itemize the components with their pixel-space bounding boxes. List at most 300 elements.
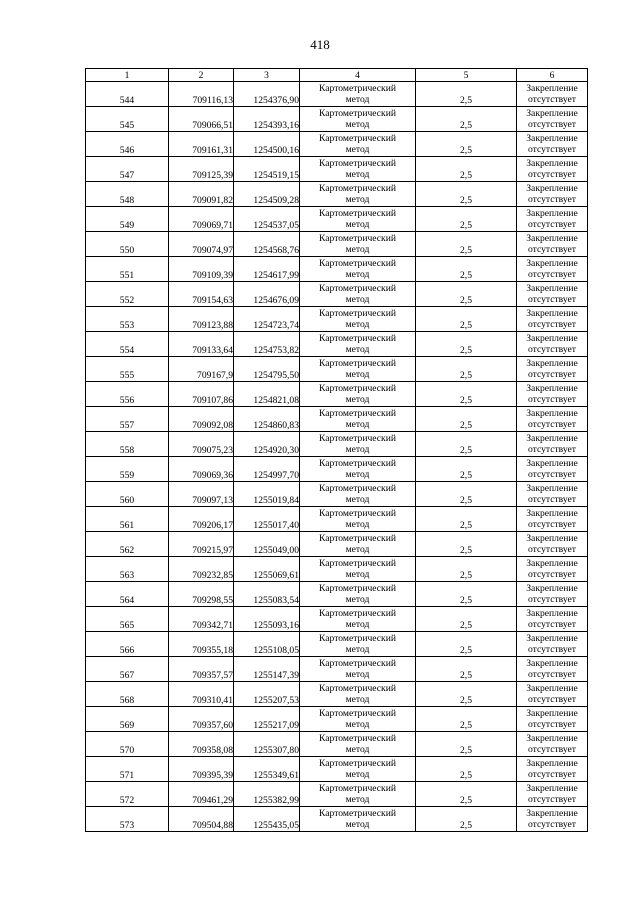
point-number: 548 [86,182,169,207]
method-text-line2: метод [345,194,370,205]
table-row [86,407,588,432]
x-coordinate: 709069,71 [169,207,234,232]
point-number: 564 [86,582,169,607]
method-text-line1: Картометрический [319,732,396,744]
fixation-text-line2: отсутствует [528,619,576,630]
fixation-cell [517,782,588,807]
point-number: 553 [86,307,169,332]
fixation-cell [517,482,588,507]
accuracy-value: 2,5 [416,582,517,607]
accuracy-value: 2,5 [416,607,517,632]
accuracy-value: 2,5 [416,282,517,307]
method-cell [300,607,416,632]
point-number: 557 [86,407,169,432]
fixation-text-line1: Закрепление [526,482,578,494]
fixation-text-line2: отсутствует [528,219,576,230]
fixation-text-line2: отсутствует [528,244,576,255]
accuracy-value: 2,5 [416,457,517,482]
y-coordinate: 1254676,09 [234,282,300,307]
method-text-line2: метод [345,719,370,730]
x-coordinate: 709161,31 [169,132,234,157]
x-coordinate: 709133,64 [169,332,234,357]
coordinates-table [85,68,588,832]
table-row [86,157,588,182]
method-text-line1: Картометрический [319,707,396,719]
fixation-cell [517,632,588,657]
method-cell [300,782,416,807]
accuracy-value: 2,5 [416,82,517,107]
fixation-text-line1: Закрепление [526,282,578,294]
fixation-text-line2: отсутствует [528,169,576,180]
method-text-line1: Картометрический [319,757,396,769]
accuracy-value: 2,5 [416,157,517,182]
point-number: 573 [86,807,169,832]
method-text-line2: метод [345,94,370,105]
accuracy-value: 2,5 [416,232,517,257]
y-coordinate: 1254753,82 [234,332,300,357]
fixation-text-line2: отсутствует [528,719,576,730]
table-row [86,532,588,557]
method-text-line2: метод [345,669,370,680]
accuracy-value: 2,5 [416,182,517,207]
fixation-text-line1: Закрепление [526,457,578,469]
point-number: 569 [86,707,169,732]
method-text-line1: Картометрический [319,457,396,469]
x-coordinate: 709092,08 [169,407,234,432]
point-number: 549 [86,207,169,232]
x-coordinate: 709091,82 [169,182,234,207]
method-text-line1: Картометрический [319,157,396,169]
fixation-cell [517,507,588,532]
method-text-line1: Картометрический [319,332,396,344]
x-coordinate: 709298,55 [169,582,234,607]
fixation-text-line1: Закрепление [526,607,578,619]
method-cell [300,757,416,782]
fixation-text-line2: отсутствует [528,744,576,755]
method-text-line1: Картометрический [319,407,396,419]
fixation-text-line2: отсутствует [528,569,576,580]
x-coordinate: 709116,13 [169,82,234,107]
point-number: 559 [86,457,169,482]
method-text-line2: метод [345,319,370,330]
table-row [86,182,588,207]
fixation-text-line1: Закрепление [526,507,578,519]
y-coordinate: 1254393,16 [234,107,300,132]
point-number: 556 [86,382,169,407]
table-row [86,332,588,357]
fixation-text-line1: Закрепление [526,182,578,194]
method-cell [300,307,416,332]
x-coordinate: 709355,18 [169,632,234,657]
method-text-line2: метод [345,344,370,355]
column-header: 6 [517,69,588,82]
fixation-text-line1: Закрепление [526,382,578,394]
method-text-line2: метод [345,769,370,780]
y-coordinate: 1255207,53 [234,682,300,707]
method-text-line1: Картометрический [319,532,396,544]
method-cell [300,707,416,732]
fixation-text-line2: отсутствует [528,419,576,430]
fixation-cell [517,607,588,632]
y-coordinate: 1255108,05 [234,632,300,657]
fixation-text-line2: отсутствует [528,669,576,680]
method-text-line1: Картометрический [319,557,396,569]
accuracy-value: 2,5 [416,507,517,532]
table-row [86,807,588,832]
table-header-row [86,69,588,82]
fixation-cell [517,357,588,382]
x-coordinate: 709125,39 [169,157,234,182]
method-text-line1: Картометрический [319,582,396,594]
accuracy-value: 2,5 [416,732,517,757]
y-coordinate: 1254860,83 [234,407,300,432]
accuracy-value: 2,5 [416,357,517,382]
method-text-line1: Картометрический [319,382,396,394]
fixation-cell [517,732,588,757]
fixation-text-line2: отсутствует [528,769,576,780]
x-coordinate: 709107,86 [169,382,234,407]
y-coordinate: 1255349,61 [234,757,300,782]
method-cell [300,207,416,232]
point-number: 550 [86,232,169,257]
fixation-text-line1: Закрепление [526,207,578,219]
table-row [86,132,588,157]
accuracy-value: 2,5 [416,557,517,582]
table-row [86,307,588,332]
method-cell [300,132,416,157]
fixation-text-line1: Закрепление [526,157,578,169]
fixation-cell [517,82,588,107]
fixation-cell [517,182,588,207]
method-text-line1: Картометрический [319,607,396,619]
x-coordinate: 709461,29 [169,782,234,807]
y-coordinate: 1255435,05 [234,807,300,832]
method-text-line2: метод [345,169,370,180]
fixation-cell [517,682,588,707]
y-coordinate: 1255307,80 [234,732,300,757]
table-row [86,382,588,407]
fixation-text-line1: Закрепление [526,307,578,319]
y-coordinate: 1254795,50 [234,357,300,382]
method-text-line2: метод [345,619,370,630]
column-header: 2 [169,69,234,82]
x-coordinate: 709123,88 [169,307,234,332]
y-coordinate: 1255019,84 [234,482,300,507]
point-number: 561 [86,507,169,532]
y-coordinate: 1254509,28 [234,182,300,207]
method-text-line2: метод [345,394,370,405]
x-coordinate: 709154,63 [169,282,234,307]
fixation-cell [517,757,588,782]
method-cell [300,507,416,532]
column-header: 3 [234,69,300,82]
fixation-cell [517,132,588,157]
fixation-text-line1: Закрепление [526,782,578,794]
method-text-line2: метод [345,444,370,455]
method-cell [300,332,416,357]
fixation-text-line1: Закрепление [526,357,578,369]
fixation-text-line2: отсутствует [528,694,576,705]
point-number: 558 [86,432,169,457]
method-text-line1: Картометрический [319,307,396,319]
method-text-line1: Картометрический [319,432,396,444]
table-row [86,457,588,482]
fixation-text-line2: отсутствует [528,344,576,355]
method-cell [300,657,416,682]
fixation-text-line1: Закрепление [526,657,578,669]
fixation-text-line2: отсутствует [528,544,576,555]
method-text-line1: Картометрический [319,182,396,194]
method-cell [300,457,416,482]
point-number: 566 [86,632,169,657]
column-header: 4 [300,69,416,82]
table-row [86,782,588,807]
method-cell [300,282,416,307]
fixation-text-line1: Закрепление [526,582,578,594]
fixation-cell [517,432,588,457]
point-number: 563 [86,557,169,582]
x-coordinate: 709066,51 [169,107,234,132]
fixation-text-line1: Закрепление [526,707,578,719]
table-row [86,732,588,757]
fixation-cell [517,457,588,482]
point-number: 544 [86,82,169,107]
method-cell [300,157,416,182]
column-header: 1 [86,69,169,82]
fixation-text-line2: отсутствует [528,269,576,280]
fixation-text-line2: отсутствует [528,294,576,305]
fixation-cell [517,232,588,257]
point-number: 567 [86,657,169,682]
point-number: 555 [86,357,169,382]
fixation-cell [517,332,588,357]
x-coordinate: 709215,97 [169,532,234,557]
method-text-line1: Картометрический [319,682,396,694]
table-row [86,607,588,632]
method-text-line2: метод [345,219,370,230]
method-text-line2: метод [345,469,370,480]
fixation-cell [517,582,588,607]
table-row [86,107,588,132]
method-cell [300,807,416,832]
method-text-line2: метод [345,419,370,430]
method-text-line2: метод [345,644,370,655]
fixation-cell [517,557,588,582]
fixation-text-line1: Закрепление [526,732,578,744]
accuracy-value: 2,5 [416,707,517,732]
method-cell [300,732,416,757]
point-number: 571 [86,757,169,782]
fixation-text-line1: Закрепление [526,757,578,769]
x-coordinate: 709109,39 [169,257,234,282]
table-row [86,657,588,682]
fixation-text-line2: отсутствует [528,194,576,205]
y-coordinate: 1254568,76 [234,232,300,257]
y-coordinate: 1255093,16 [234,607,300,632]
fixation-cell [517,282,588,307]
fixation-text-line2: отсутствует [528,144,576,155]
x-coordinate: 709167,9 [169,357,234,382]
page-number: 418 [310,37,330,52]
fixation-cell [517,707,588,732]
fixation-text-line2: отсутствует [528,494,576,505]
y-coordinate: 1254821,08 [234,382,300,407]
table-row [86,757,588,782]
accuracy-value: 2,5 [416,407,517,432]
table-row [86,257,588,282]
method-text-line2: метод [345,494,370,505]
method-text-line2: метод [345,794,370,805]
method-text-line2: метод [345,694,370,705]
point-number: 570 [86,732,169,757]
method-text-line1: Картометрический [319,207,396,219]
fixation-text-line2: отсутствует [528,469,576,480]
fixation-text-line1: Закрепление [526,107,578,119]
method-cell [300,557,416,582]
method-text-line2: метод [345,144,370,155]
table-row [86,432,588,457]
y-coordinate: 1254537,05 [234,207,300,232]
table-row [86,557,588,582]
method-cell [300,407,416,432]
method-cell [300,532,416,557]
method-text-line1: Картометрический [319,507,396,519]
x-coordinate: 709504,88 [169,807,234,832]
x-coordinate: 709232,85 [169,557,234,582]
point-number: 552 [86,282,169,307]
point-number: 554 [86,332,169,357]
table-row [86,282,588,307]
y-coordinate: 1255069,61 [234,557,300,582]
point-number: 560 [86,482,169,507]
accuracy-value: 2,5 [416,532,517,557]
table-row [86,232,588,257]
table-row [86,632,588,657]
accuracy-value: 2,5 [416,307,517,332]
method-text-line1: Картометрический [319,282,396,294]
accuracy-value: 2,5 [416,807,517,832]
fixation-text-line2: отсутствует [528,444,576,455]
x-coordinate: 709310,41 [169,682,234,707]
fixation-text-line2: отсутствует [528,394,576,405]
y-coordinate: 1255382,99 [234,782,300,807]
fixation-text-line2: отсутствует [528,519,576,530]
point-number: 562 [86,532,169,557]
fixation-cell [517,532,588,557]
fixation-text-line2: отсутствует [528,644,576,655]
method-text-line1: Картометрический [319,657,396,669]
fixation-cell [517,107,588,132]
fixation-text-line1: Закрепление [526,432,578,444]
fixation-text-line1: Закрепление [526,807,578,819]
table-row [86,507,588,532]
table-row [86,582,588,607]
y-coordinate: 1255049,00 [234,532,300,557]
method-text-line2: метод [345,594,370,605]
fixation-text-line1: Закрепление [526,407,578,419]
fixation-cell [517,657,588,682]
x-coordinate: 709206,17 [169,507,234,532]
fixation-text-line1: Закрепление [526,132,578,144]
method-text-line1: Картометрический [319,257,396,269]
method-text-line2: метод [345,519,370,530]
x-coordinate: 709074,97 [169,232,234,257]
x-coordinate: 709357,60 [169,707,234,732]
method-text-line2: метод [345,269,370,280]
method-text-line1: Картометрический [319,132,396,144]
table-row [86,82,588,107]
y-coordinate: 1254723,74 [234,307,300,332]
fixation-text-line1: Закрепление [526,632,578,644]
method-text-line1: Картометрический [319,482,396,494]
y-coordinate: 1254920,30 [234,432,300,457]
fixation-text-line1: Закрепление [526,332,578,344]
x-coordinate: 709069,36 [169,457,234,482]
fixation-cell [517,407,588,432]
table-row [86,682,588,707]
fixation-text-line1: Закрепление [526,682,578,694]
method-text-line1: Картометрический [319,807,396,819]
table-row [86,357,588,382]
method-cell [300,257,416,282]
method-cell [300,382,416,407]
method-text-line1: Картометрический [319,782,396,794]
method-text-line2: метод [345,544,370,555]
fixation-text-line2: отсутствует [528,94,576,105]
method-cell [300,632,416,657]
method-text-line1: Картометрический [319,232,396,244]
accuracy-value: 2,5 [416,332,517,357]
method-text-line2: метод [345,569,370,580]
accuracy-value: 2,5 [416,682,517,707]
y-coordinate: 1254376,90 [234,82,300,107]
x-coordinate: 709358,08 [169,732,234,757]
y-coordinate: 1254617,99 [234,257,300,282]
y-coordinate: 1255147,39 [234,657,300,682]
y-coordinate: 1255017,40 [234,507,300,532]
fixation-text-line2: отсутствует [528,594,576,605]
method-text-line1: Картометрический [319,82,396,94]
method-text-line1: Картометрический [319,632,396,644]
fixation-text-line1: Закрепление [526,257,578,269]
accuracy-value: 2,5 [416,207,517,232]
accuracy-value: 2,5 [416,132,517,157]
fixation-cell [517,307,588,332]
method-text-line2: метод [345,294,370,305]
x-coordinate: 709075,23 [169,432,234,457]
column-header: 5 [416,69,517,82]
fixation-cell [517,157,588,182]
method-cell [300,82,416,107]
method-cell [300,107,416,132]
method-text-line2: метод [345,244,370,255]
method-text-line2: метод [345,119,370,130]
fixation-cell [517,207,588,232]
accuracy-value: 2,5 [416,757,517,782]
fixation-text-line2: отсутствует [528,319,576,330]
fixation-text-line1: Закрепление [526,532,578,544]
accuracy-value: 2,5 [416,432,517,457]
accuracy-value: 2,5 [416,782,517,807]
x-coordinate: 709097,13 [169,482,234,507]
accuracy-value: 2,5 [416,482,517,507]
accuracy-value: 2,5 [416,382,517,407]
method-cell [300,357,416,382]
point-number: 547 [86,157,169,182]
table-row [86,707,588,732]
method-cell [300,182,416,207]
fixation-text-line1: Закрепление [526,557,578,569]
